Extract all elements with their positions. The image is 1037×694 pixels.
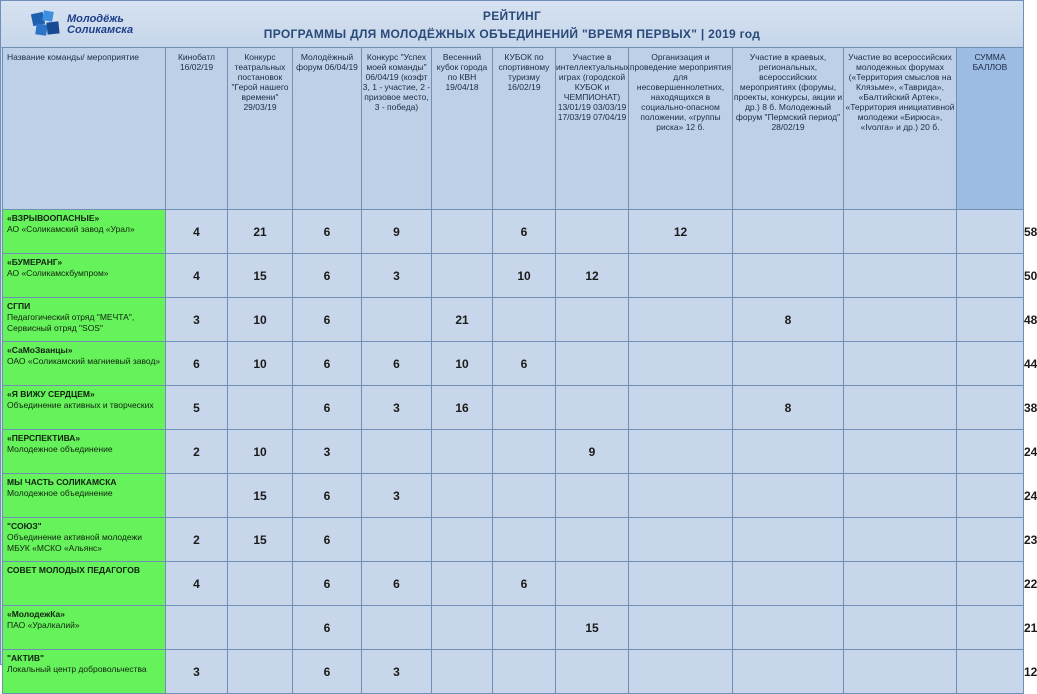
table-row: «Я ВИЖУ СЕРДЦЕМ» Объединение активных и творческих 5 6 3 16 8 38 [3,386,1024,430]
score-cell: 3 [166,650,228,694]
column-header-sum: СУММА БАЛЛОВ [957,48,1024,210]
score-cell [844,562,957,606]
score-cell [228,562,293,606]
score-cell [629,650,733,694]
score-cell [228,650,293,694]
score-cell [844,606,957,650]
column-header: Организация и проведение мероприятия для несовершеннолетних, находящихся в социально-опасном положении, «группы риска» 12 б. [629,48,733,210]
team-cell [3,606,166,650]
team-cell [3,430,166,474]
score-cell [228,606,293,650]
team-name: «БУМЕРАНГ» [7,257,63,267]
score-cell [493,606,556,650]
score-cell [493,650,556,694]
score-cell [629,386,733,430]
score-cell: 10 [228,342,293,386]
logo-text: Молодёжь Соликамска [67,13,134,36]
score-cell [556,474,629,518]
team-name: «СаМоЗванцы» [7,345,73,355]
score-cell: 3 [166,298,228,342]
score-cell [957,474,1024,518]
score-cell [844,254,957,298]
score-cell: 6 [293,210,362,254]
score-cell [432,518,493,562]
score-cell: 12 [629,210,733,254]
score-cell [432,254,493,298]
score-cell: 10 [432,342,493,386]
score-cell [733,562,844,606]
team-organization: ПАО «Уралкалий» [7,620,80,630]
score-cell: 3 [362,650,432,694]
score-cell: 8 [733,386,844,430]
score-cell [629,430,733,474]
team-organization: Педагогический отряд "МЕЧТА", Сервисный отряд "SOS" [7,312,135,333]
score-cell [733,254,844,298]
score-cell [629,606,733,650]
score-cell: 2 [166,430,228,474]
team-name: "АКТИВ" [7,653,45,663]
score-cell [432,210,493,254]
header-row [3,48,1024,210]
score-cell [556,562,629,606]
score-cell: 6 [293,650,362,694]
score-cell [733,650,844,694]
team-organization: ОАО «Соликамский магниевый завод» [7,356,161,366]
column-header: Участие во всероссийских молодежных форумах («Территория смыслов на Клязьме», «Таврида», «Балтийский Артек», «Территория инициативной молодежи «Бирюса», «Ivолга» и др.) 20 б. [844,48,957,210]
column-header: Название команды/ мероприятие [3,48,166,210]
score-cell: 6 [362,562,432,606]
score-cell: 5 [166,386,228,430]
column-header: Молодёжный форум 06/04/19 [293,48,362,210]
team-name: «ПЕРСПЕКТИВА» [7,433,81,443]
table-row: СГПИ Педагогический отряд "МЕЧТА", Сервисный отряд "SOS" 3 10 6 21 8 48 [3,298,1024,342]
score-cell [844,298,957,342]
score-cell [629,474,733,518]
team-name: «МолодежКа» [7,609,65,619]
score-cell [733,430,844,474]
column-header: Весенний кубок города по КВН 19/04/18 [432,48,493,210]
team-name: СОВЕТ МОЛОДЫХ ПЕДАГОГОВ [7,565,140,575]
score-cell [493,518,556,562]
table-row: "СОЮЗ" Объединение активной молодежи МБУК «МСКО «Альянс» 2 15 6 23 [3,518,1024,562]
team-cell [3,518,166,562]
score-cell: 4 [166,562,228,606]
score-cell: 10 [228,430,293,474]
team-cell [3,650,166,694]
score-cell: 12 [556,254,629,298]
score-cell [556,342,629,386]
score-cell: 2 [166,518,228,562]
score-cell: 3 [362,254,432,298]
team-name: "СОЮЗ" [7,521,42,531]
score-cell: 21 [228,210,293,254]
team-cell [3,562,166,606]
team-organization: Молодежное объединение [7,488,113,498]
score-cell: 6 [293,386,362,430]
score-cell: 6 [293,606,362,650]
score-cell: 6 [493,210,556,254]
score-cell [844,650,957,694]
score-cell [556,210,629,254]
score-cell [362,518,432,562]
score-cell: 3 [362,386,432,430]
score-cell: 6 [293,342,362,386]
score-cell: 4 [166,210,228,254]
score-cell [493,430,556,474]
score-cell [432,474,493,518]
score-cell: 10 [228,298,293,342]
score-cell [733,210,844,254]
score-cell [844,474,957,518]
score-cell: 6 [493,562,556,606]
team-cell [3,298,166,342]
team-organization: Локальный центр добровольчества [7,664,147,674]
score-cell [629,342,733,386]
score-cell [432,562,493,606]
score-cell [629,298,733,342]
score-cell: 15 [228,474,293,518]
score-cell: 6 [293,254,362,298]
score-cell [957,386,1024,430]
team-cell [3,386,166,430]
score-cell [844,518,957,562]
column-header: КУБОК по спортивному туризму 16/02/19 [493,48,556,210]
score-cell [844,342,957,386]
column-header: Кинобатл 16/02/19 [166,48,228,210]
score-cell: 6 [293,474,362,518]
score-cell [166,606,228,650]
team-name: «Я ВИЖУ СЕРДЦЕМ» [7,389,95,399]
score-cell [556,386,629,430]
score-cell [493,474,556,518]
score-cell: 6 [493,342,556,386]
team-organization: АО «Соликамский завод «Урал» [7,224,135,234]
score-cell [362,298,432,342]
column-header: Участие в интеллектуальных играх (городской КУБОК и ЧЕМПИОНАТ) 13/01/19 03/03/19 17/03/19 07/04/19 [556,48,629,210]
score-cell [556,650,629,694]
team-organization: Объединение активных и творческих [7,400,154,410]
score-cell [493,298,556,342]
table-row: «ВЗРЫВООПАСНЫЕ» АО «Соликамский завод «Урал» 4 21 6 9 6 12 58 [3,210,1024,254]
page-subtitle: ПРОГРАММЫ ДЛЯ МОЛОДЁЖНЫХ ОБЪЕДИНЕНИЙ "ВРЕМЯ ПЕРВЫХ" | 2019 год [263,27,761,41]
page-title: РЕЙТИНГ [482,9,542,23]
team-organization: АО «Соликамскбумпром» [7,268,109,278]
score-cell: 10 [493,254,556,298]
score-cell [228,386,293,430]
rating-table [2,47,1037,694]
column-header: Конкурс театральных постановок "Герой нашего времени" 29/03/19 [228,48,293,210]
table-row: МЫ ЧАСТЬ СОЛИКАМСКА Молодежное объединение 15 6 3 24 [3,474,1024,518]
score-cell: 9 [362,210,432,254]
column-header: Конкурс "Успех моей команды" 06/04/19 (коэфт 3, 1 - участие, 2 - призовое место, 3 - победа) [362,48,432,210]
score-cell [629,254,733,298]
score-cell [957,606,1024,650]
score-cell: 4 [166,254,228,298]
score-cell [957,430,1024,474]
score-cell [166,474,228,518]
score-cell [957,518,1024,562]
table-row: "АКТИВ" Локальный центр добровольчества 3 6 3 12 [3,650,1024,694]
score-cell [844,430,957,474]
team-cell [3,342,166,386]
team-name: МЫ ЧАСТЬ СОЛИКАМСКА [7,477,117,487]
score-cell [957,210,1024,254]
score-cell: 15 [228,254,293,298]
title-band [1,1,1023,48]
score-cell: 9 [556,430,629,474]
score-cell: 21 [432,298,493,342]
score-cell: 15 [556,606,629,650]
score-cell [629,518,733,562]
score-cell [432,430,493,474]
score-cell [556,298,629,342]
score-cell [733,474,844,518]
score-cell [957,650,1024,694]
table-row: СОВЕТ МОЛОДЫХ ПЕДАГОГОВ 4 6 6 6 22 [3,562,1024,606]
score-cell [362,430,432,474]
score-cell [957,342,1024,386]
score-cell: 6 [293,562,362,606]
team-cell [3,474,166,518]
score-cell: 3 [362,474,432,518]
score-cell [493,386,556,430]
score-cell [844,386,957,430]
score-cell [556,518,629,562]
team-organization: Молодежное объединение [7,444,113,454]
score-cell: 6 [293,518,362,562]
score-cell: 16 [432,386,493,430]
score-cell [957,562,1024,606]
score-cell [629,562,733,606]
score-cell [844,210,957,254]
score-cell [733,518,844,562]
table-row: «СаМоЗванцы» ОАО «Соликамский магниевый завод» 6 10 6 6 10 6 44 [3,342,1024,386]
team-organization: Объединение активной молодежи МБУК «МСКО «Альянс» [7,532,142,553]
team-cell [3,254,166,298]
score-cell [957,254,1024,298]
score-cell: 6 [166,342,228,386]
score-cell [957,298,1024,342]
score-cell: 15 [228,518,293,562]
team-name: СГПИ [7,301,31,311]
score-cell [432,606,493,650]
score-cell [733,342,844,386]
table-row: «БУМЕРАНГ» АО «Соликамскбумпром» 4 15 6 3 10 12 50 [3,254,1024,298]
column-header: Участие в краевых, региональных, всероссийских мероприятиях (форумы, проекты, конкурсы, акции и др.) 8 б. Молодежный форум "Пермский период" 28/02/19 [733,48,844,210]
score-cell [432,650,493,694]
team-cell [3,210,166,254]
team-name: «ВЗРЫВООПАСНЫЕ» [7,213,100,223]
score-cell: 6 [362,342,432,386]
score-cell: 3 [293,430,362,474]
score-cell [733,606,844,650]
score-cell: 8 [733,298,844,342]
table-row: «МолодежКа» ПАО «Уралкалий» 6 15 21 [3,606,1024,650]
score-cell: 6 [293,298,362,342]
table-row: «ПЕРСПЕКТИВА» Молодежное объединение 2 10 3 9 24 [3,430,1024,474]
score-cell [362,606,432,650]
